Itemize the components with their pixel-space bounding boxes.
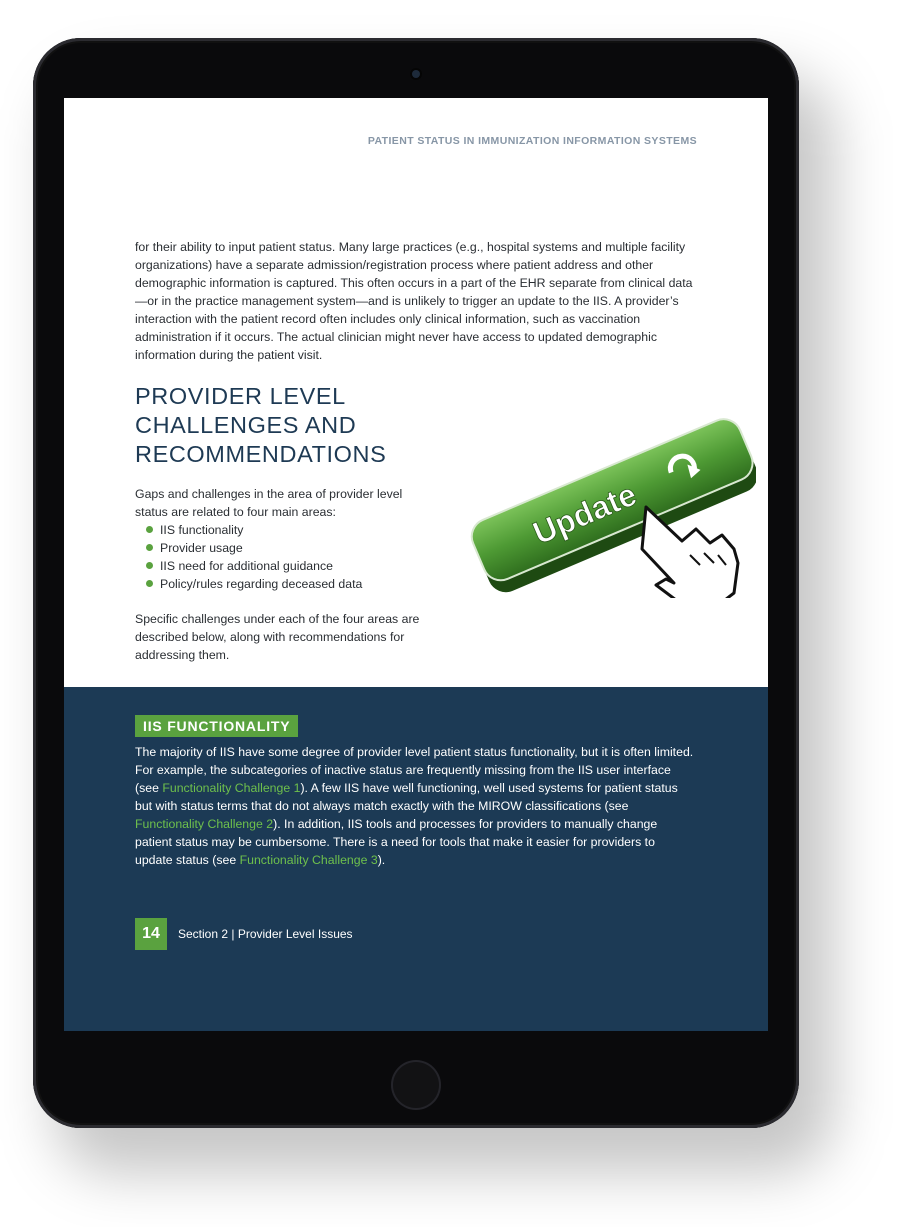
bullet-dot-icon <box>146 562 153 569</box>
bullet-dot-icon <box>146 526 153 533</box>
list-item <box>146 557 362 575</box>
list-item-text: Policy/rules regarding deceased data <box>160 577 363 591</box>
paragraph-text: ). <box>377 853 386 867</box>
list-item-text: IIS need for additional guidance <box>160 559 333 573</box>
list-item-text: IIS functionality <box>160 523 244 537</box>
section-heading <box>135 382 435 469</box>
paragraph-text: ). In addition, IIS tools and processes for providers to manually change patient status may be cumbersome. There is a need for tools that make it easier for providers to update status (see <box>135 817 658 867</box>
gaps-intro: Gaps and challenges in the area of provider level status are related to four main areas: <box>135 487 403 519</box>
specific-paragraph: Specific challenges under each of the four areas are described below, along with recommendations for addressing them. <box>135 612 420 662</box>
camera-icon <box>412 70 420 78</box>
update-button-label: Update <box>527 475 642 552</box>
paragraph-text: ). A few IIS have well functioning, well used systems for patient status but with status terms that do not always match exactly with the MIROW classifications (see <box>135 781 678 813</box>
functionality-challenge-2-link[interactable]: Functionality Challenge 2 <box>135 817 274 831</box>
subsection-tag: IIS FUNCTIONALITY <box>135 715 298 737</box>
footer-section-label: Section 2 | Provider Level Issues <box>178 927 353 941</box>
section-heading-line: RECOMMENDATIONS <box>135 441 387 467</box>
bullet-dot-icon <box>146 544 153 551</box>
bullet-list <box>146 521 362 593</box>
bullet-dot-icon <box>146 580 153 587</box>
tablet-screen[interactable] <box>64 98 768 1031</box>
list-item <box>146 539 362 557</box>
paragraph-text: The majority of IIS have some degree of provider level patient status functionality, but it is often limited. For example, the subcategories of inactive status are frequently missing from the IIS user interface (see <box>135 745 694 795</box>
functionality-challenge-1-link[interactable]: Functionality Challenge 1 <box>162 781 301 795</box>
running-header: PATIENT STATUS IN IMMUNIZATION INFORMATION SYSTEMS <box>367 135 697 147</box>
update-button-illustration <box>456 398 756 598</box>
intro-paragraph: for their ability to input patient status. Many large practices (e.g., hospital systems and multiple facility organizations) have a separate admission/registration process where patient address and other demographic information is captured. This often occurs in a part of the EHR separate from clinical data—or in the practice management system—and is unlikely to trigger an update to the IIS. A provider’s interaction with the patient record often includes only clinical information, such as vaccination administration if it occurs. The actual clinician might never have access to updated demographic information during the patient visit. <box>135 240 693 362</box>
hand-pointer-icon <box>642 507 738 598</box>
functionality-challenge-3-link[interactable]: Functionality Challenge 3 <box>239 853 378 867</box>
functionality-paragraph <box>135 743 695 869</box>
section-heading-line: PROVIDER LEVEL <box>135 383 346 409</box>
home-button[interactable] <box>391 1060 441 1110</box>
iis-functionality-section <box>64 687 768 1031</box>
list-item-text: Provider usage <box>160 541 243 555</box>
page-number: 14 <box>135 918 167 950</box>
list-item <box>146 521 362 539</box>
list-item <box>146 575 362 593</box>
section-heading-line: CHALLENGES AND <box>135 412 357 438</box>
